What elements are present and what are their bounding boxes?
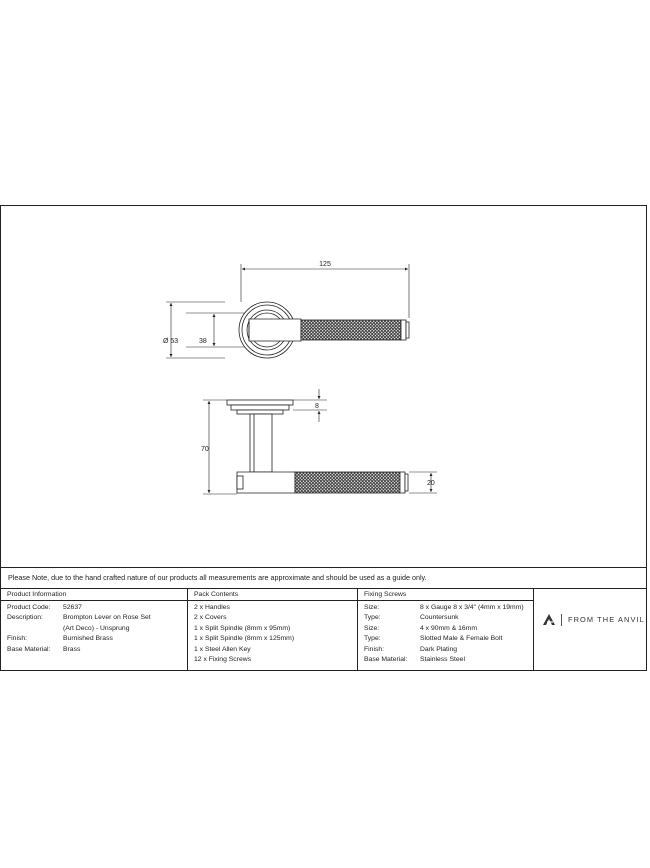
fixing-screws-row: Base Material: Stainless Steel xyxy=(364,656,465,664)
pack-item: 12 x Fixing Screws xyxy=(194,656,252,664)
fixing-screws-row: Type: Countersunk xyxy=(364,614,459,622)
fixing-screws-row: Type: Slotted Male & Female Bolt xyxy=(364,635,503,643)
product-info-row: Description: Brompton Lever on Rose Set xyxy=(7,614,151,622)
end-cap-top xyxy=(401,320,406,340)
fixing-screws-panel xyxy=(358,589,534,671)
dim-projection-label: 70 xyxy=(201,446,209,453)
drawing-sheet xyxy=(0,205,647,671)
pack-contents-heading: Pack Contents xyxy=(188,589,357,601)
measurement-note: Please Note, due to the hand crafted nature of our products all measurements are approximate and should be used as a guide only. xyxy=(1,567,646,589)
lever-neck-post xyxy=(250,414,272,472)
end-cap-side xyxy=(400,472,405,493)
product-info-row: Finish: Burnished Brass xyxy=(7,635,113,643)
dim-rose-thickness-label: 8 xyxy=(315,403,319,410)
fixing-screws-heading: Fixing Screws xyxy=(358,589,533,601)
fixing-screws-row: Size: 8 x Gauge 8 x 3/4" (4mm x 19mm) xyxy=(364,604,524,611)
product-info-row: Base Material: Brass xyxy=(7,645,81,653)
rose-base xyxy=(231,405,289,410)
info-table xyxy=(1,589,646,671)
logo-separator xyxy=(561,614,562,626)
fixing-screws-row: Finish: Dark Plating xyxy=(364,645,458,653)
brand-name: FROM THE ANVIL xyxy=(568,615,645,624)
side-view xyxy=(227,400,408,493)
dimension-rose-thickness xyxy=(293,389,327,422)
dim-inner-diameter-label: 38 xyxy=(199,338,207,345)
pack-item: 1 x Split Spindle (8mm x 125mm) xyxy=(194,635,295,643)
dimension-inner-diameter xyxy=(186,313,245,347)
knurled-grip-side xyxy=(295,472,400,493)
pack-item: 1 x Split Spindle (8mm x 95mm) xyxy=(194,624,291,632)
pack-contents-panel xyxy=(188,589,358,671)
pack-item: 1 x Steel Allen Key xyxy=(194,645,251,653)
dim-length-label: 125 xyxy=(319,261,331,268)
product-info-row: (Art Deco) - Unsprung xyxy=(63,624,130,632)
brand-logo xyxy=(542,613,645,626)
pack-item: 2 x Covers xyxy=(194,614,227,622)
dim-lever-width-label: 20 xyxy=(427,480,435,487)
top-view xyxy=(239,302,409,358)
pack-item: 2 x Handles xyxy=(194,604,230,611)
knurled-grip-top xyxy=(301,320,401,340)
lever-body-side xyxy=(237,472,295,493)
product-info-panel xyxy=(1,589,188,671)
rose-plate xyxy=(227,400,293,405)
technical-drawing xyxy=(1,206,648,567)
lever-neck-shape xyxy=(249,319,301,341)
fixing-screws-row: Size: 4 x 90mm & 16mm xyxy=(364,624,478,632)
dimension-rose-diameter xyxy=(166,302,225,358)
anvil-a-icon xyxy=(542,613,556,626)
product-info-row: Product Code: 52637 xyxy=(7,604,82,611)
brand-panel xyxy=(534,589,646,671)
dim-rose-diameter-label: Ø 53 xyxy=(163,338,179,345)
product-info-heading: Product Information xyxy=(1,589,187,601)
